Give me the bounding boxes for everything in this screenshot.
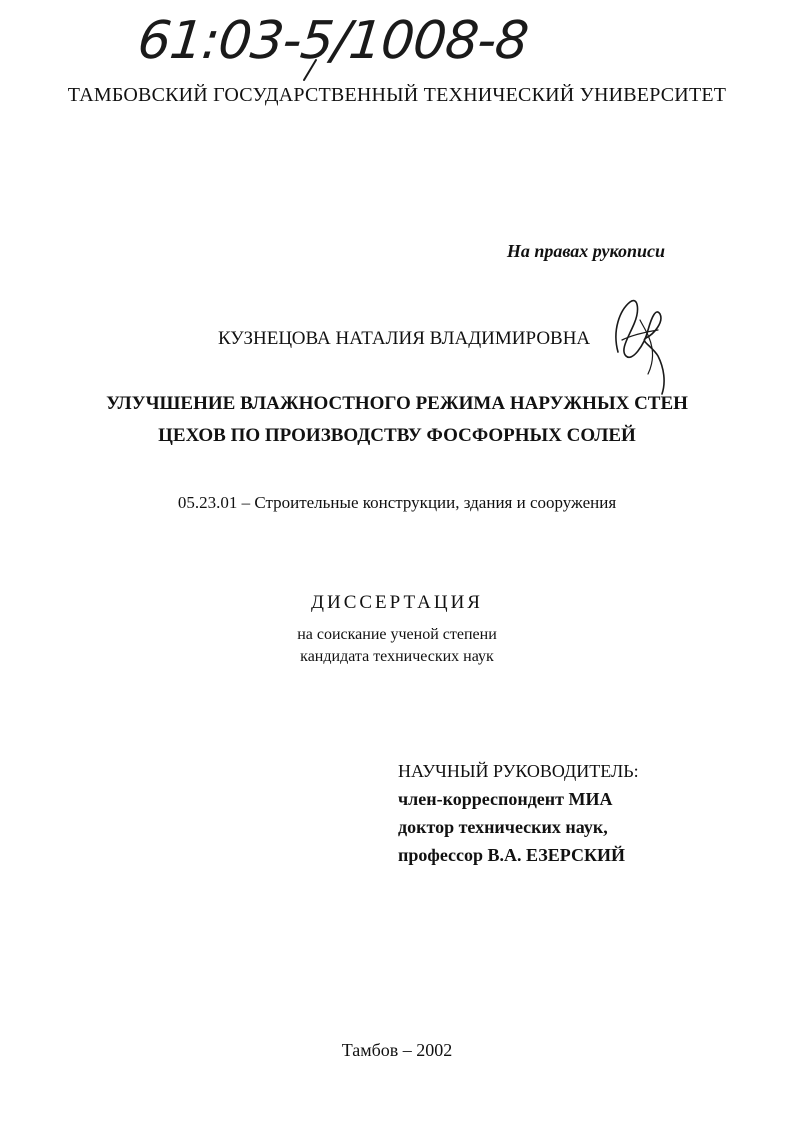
document-type: ДИССЕРТАЦИЯ: [311, 592, 483, 613]
signature: [600, 290, 675, 400]
city-year: Тамбов – 2002: [341, 1040, 453, 1060]
dissertation-title-line-1: УЛУЧШЕНИЕ ВЛАЖНОСТНОГО РЕЖИМА НАРУЖНЫХ СТЕН: [106, 393, 688, 414]
advisor-title-1: член-корреспондент МИА: [398, 789, 613, 809]
degree-line-1: на соискание ученой степени: [297, 626, 497, 643]
advisor-name: профессор В.А. ЕЗЕРСКИЙ: [398, 845, 626, 865]
specialty-code: 05.23.01 – Строительные конструкции, здания и сооружения: [177, 493, 617, 512]
degree-line-2: кандидата технических наук: [300, 648, 494, 665]
author-name: КУЗНЕЦОВА НАТАЛИЯ ВЛАДИМИРОВНА: [218, 328, 591, 349]
manuscript-note: На правах рукописи: [506, 241, 665, 261]
handwritten-archive-number: 61:03-5/1008-8: [134, 11, 531, 71]
dissertation-title-line-2: ЦЕХОВ ПО ПРОИЗВОДСТВУ ФОСФОРНЫХ СОЛЕЙ: [158, 425, 636, 446]
advisor-heading: НАУЧНЫЙ РУКОВОДИТЕЛЬ:: [398, 761, 639, 781]
university-name: ТАМБОВСКИЙ ГОСУДАРСТВЕННЫЙ ТЕХНИЧЕСКИЙ УНИВЕРСИТЕТ: [67, 84, 727, 106]
advisor-title-2: доктор технических наук,: [398, 817, 608, 837]
pen-tick-mark: [300, 58, 320, 82]
advisor-block: [398, 757, 639, 869]
